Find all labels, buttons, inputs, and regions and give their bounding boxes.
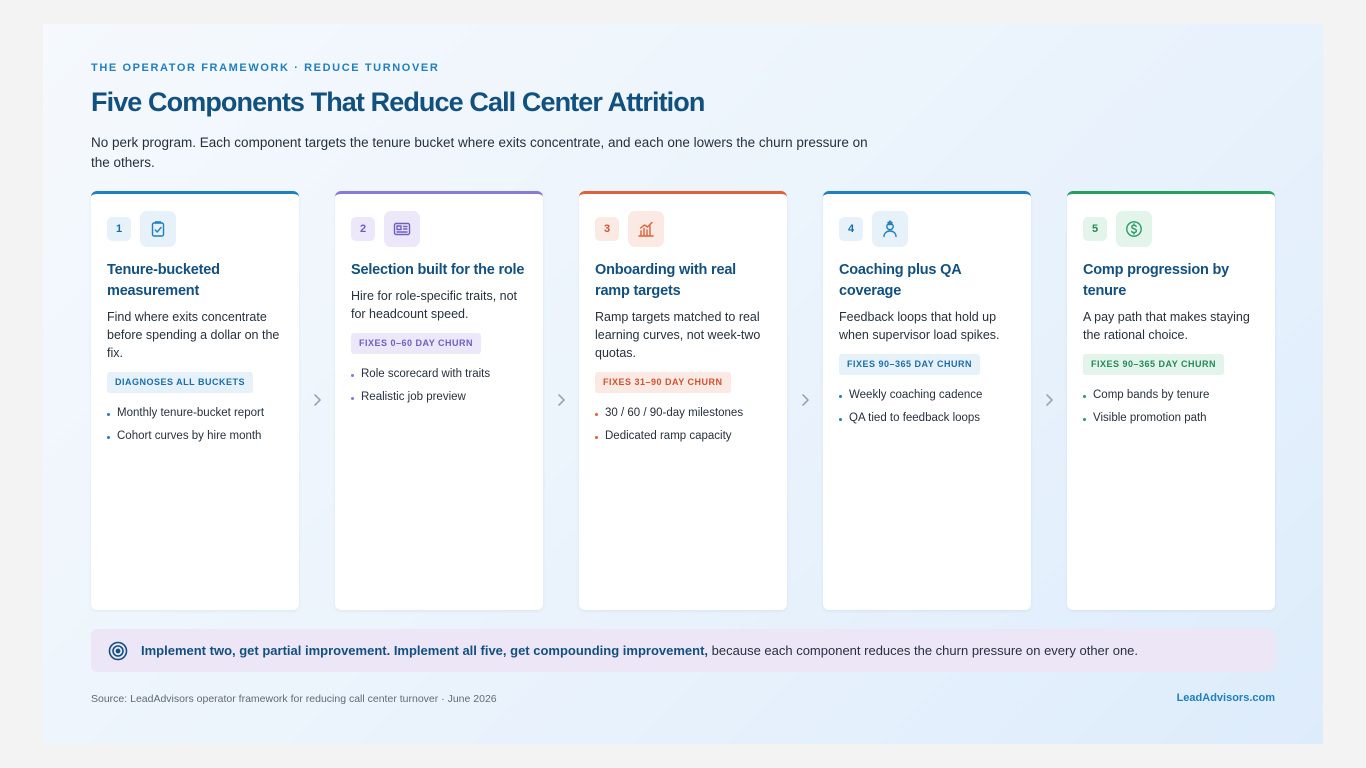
id-card-icon-box bbox=[384, 211, 420, 247]
coach-user-icon bbox=[881, 220, 899, 238]
card-title: Comp progression by tenure bbox=[1083, 262, 1230, 299]
bullet-list bbox=[595, 402, 771, 448]
card-title: Onboarding with real ramp targets bbox=[595, 262, 737, 299]
card-description: Hire for role-specific traits, not for headcount speed. bbox=[351, 289, 518, 321]
card-title: Coaching plus QA coverage bbox=[839, 262, 961, 299]
step-number: 3 bbox=[595, 217, 619, 241]
chevron-right-icon bbox=[798, 391, 812, 409]
banner-text bbox=[141, 643, 1138, 658]
clipboard-check-icon-box bbox=[140, 211, 176, 247]
component-card-4 bbox=[823, 191, 1031, 610]
page-subtitle: No perk program. Each component targets the tenure bucket where exits concentrate, and each one lowers the churn pressure on the others. bbox=[91, 135, 868, 170]
component-card-1 bbox=[91, 191, 299, 610]
component-card-2 bbox=[335, 191, 543, 610]
chevron-right-icon bbox=[1042, 391, 1056, 409]
banner-bold-text: Implement two, get partial improvement. Implement all five, get compounding improvement, bbox=[141, 643, 709, 658]
chevron-right-icon bbox=[554, 391, 568, 409]
card-header bbox=[351, 211, 527, 247]
card-header bbox=[107, 211, 283, 247]
banner-rest-text: because each component reduces the churn pressure on every other one. bbox=[708, 643, 1139, 658]
card-header bbox=[595, 211, 771, 247]
bar-chart-icon-box bbox=[628, 211, 664, 247]
bullet-list bbox=[351, 363, 527, 409]
component-card-5 bbox=[1067, 191, 1275, 610]
status-badge: FIXES 0–60 DAY CHURN bbox=[351, 333, 481, 354]
bullet-list bbox=[1083, 384, 1259, 430]
list-item: 30 / 60 / 90-day milestones bbox=[595, 402, 771, 425]
bar-chart-icon bbox=[637, 220, 655, 238]
bullet-list bbox=[839, 384, 1015, 430]
step-number: 4 bbox=[839, 217, 863, 241]
card-title: Tenure-bucketed measurement bbox=[107, 262, 220, 299]
summary-banner bbox=[91, 629, 1275, 672]
status-badge: FIXES 90–365 DAY CHURN bbox=[839, 354, 980, 375]
step-number: 2 bbox=[351, 217, 375, 241]
list-item: Realistic job preview bbox=[351, 386, 527, 409]
list-item: QA tied to feedback loops bbox=[839, 407, 1015, 430]
dollar-coin-icon bbox=[1125, 220, 1143, 238]
coach-user-icon-box bbox=[872, 211, 908, 247]
slide bbox=[43, 24, 1323, 744]
status-badge: DIAGNOSES ALL BUCKETS bbox=[107, 372, 253, 393]
dollar-coin-icon-box bbox=[1116, 211, 1152, 247]
list-item: Weekly coaching cadence bbox=[839, 384, 1015, 407]
id-card-icon bbox=[393, 220, 411, 238]
source-note: Source: LeadAdvisors operator framework for reducing call center turnover · June 2026 bbox=[91, 693, 497, 705]
list-item: Visible promotion path bbox=[1083, 407, 1259, 430]
page-title: Five Components That Reduce Call Center Attrition bbox=[91, 87, 705, 117]
list-item: Cohort curves by hire month bbox=[107, 425, 283, 448]
card-header bbox=[839, 211, 1015, 247]
card-title: Selection built for the role bbox=[351, 262, 525, 278]
card-description: Ramp targets matched to real learning curves, not week-two quotas. bbox=[595, 310, 761, 360]
status-badge: FIXES 31–90 DAY CHURN bbox=[595, 372, 731, 393]
card-description: Feedback loops that hold up when supervisor load spikes. bbox=[839, 310, 1000, 342]
list-item: Role scorecard with traits bbox=[351, 363, 527, 386]
card-description: A pay path that makes staying the rational choice. bbox=[1083, 310, 1250, 342]
list-item: Monthly tenure-bucket report bbox=[107, 402, 283, 425]
status-badge: FIXES 90–365 DAY CHURN bbox=[1083, 354, 1224, 375]
step-number: 1 bbox=[107, 217, 131, 241]
step-number: 5 bbox=[1083, 217, 1107, 241]
chevron-right-icon bbox=[310, 391, 324, 409]
brand-link[interactable]: LeadAdvisors.com bbox=[1176, 692, 1275, 704]
target-icon bbox=[108, 641, 128, 661]
list-item: Dedicated ramp capacity bbox=[595, 425, 771, 448]
component-card-3 bbox=[579, 191, 787, 610]
clipboard-check-icon bbox=[149, 220, 167, 238]
list-item: Comp bands by tenure bbox=[1083, 384, 1259, 407]
card-header bbox=[1083, 211, 1259, 247]
eyebrow: THE OPERATOR FRAMEWORK · REDUCE TURNOVER bbox=[91, 62, 440, 74]
card-description: Find where exits concentrate before spending a dollar on the fix. bbox=[107, 310, 280, 360]
bullet-list bbox=[107, 402, 283, 448]
